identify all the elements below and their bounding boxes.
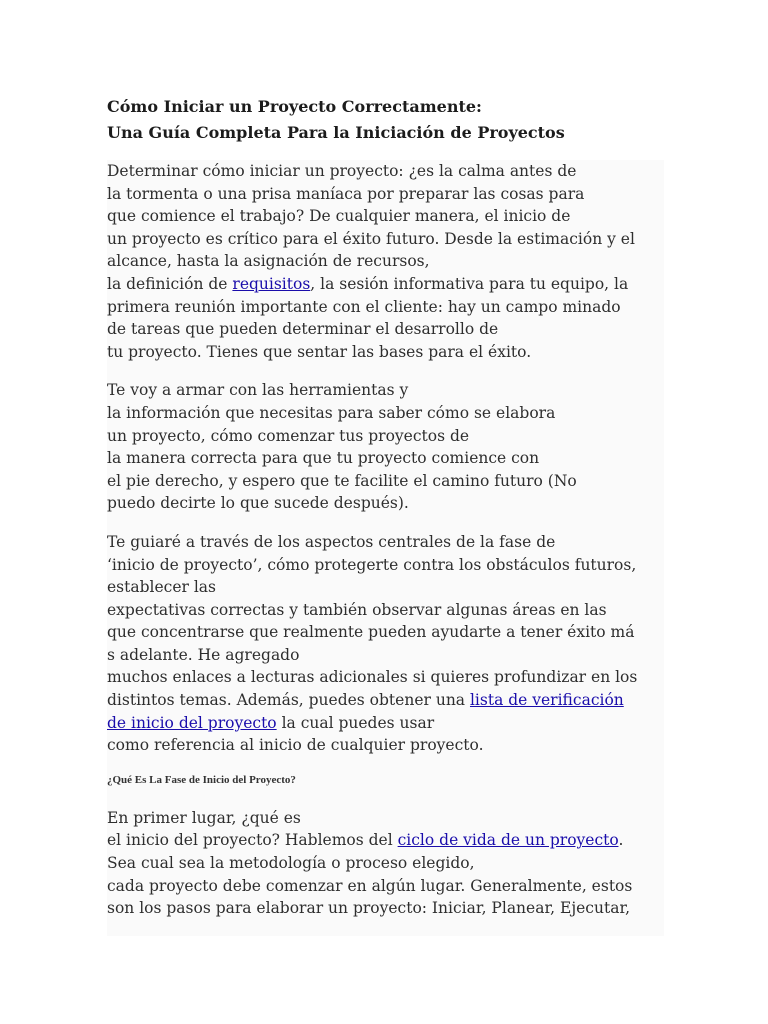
paragraph-2 — [107, 379, 664, 515]
text-line: Determinar cómo iniciar un proyecto: ¿es la calma antes de — [107, 162, 577, 180]
text-fragment: , la sesión informativa para tu equipo, la — [310, 274, 629, 293]
text-line: tu proyecto. Tienes que sentar las bases para el éxito. — [107, 342, 532, 361]
text-fragment: la definición de — [107, 274, 233, 293]
text-line: expectativas correctas y también observar algunas áreas en las — [107, 600, 607, 619]
paragraph-3 — [107, 531, 664, 757]
text-line: En primer lugar, ¿qué es — [107, 808, 301, 827]
text-line: de tareas que pueden determinar el desarrollo de — [107, 320, 499, 339]
text-line: que concentrarse que realmente pueden ayudarte a tener éxito má — [107, 623, 635, 642]
title-line-1: Cómo Iniciar un Proyecto Correctamente: — [107, 97, 482, 116]
text-line: Te guiaré a través de los aspectos centrales de la fase de — [107, 532, 556, 551]
text-line: primera reunión importante con el cliente: hay un campo minado — [107, 297, 621, 316]
text-line: el pie derecho, y espero que te facilite el camino futuro (No — [107, 471, 577, 490]
title-line-2: Una Guía Completa Para la Iniciación de Proyectos — [107, 123, 565, 142]
checklist-link-continued[interactable]: de inicio del proyecto — [107, 713, 277, 732]
text-line: Sea cual sea la metodología o proceso elegido, — [107, 854, 475, 873]
project-lifecycle-link[interactable]: ciclo de vida de un proyecto — [397, 831, 619, 850]
text-line: alcance, hasta la asignación de recursos, — [107, 252, 430, 271]
text-line: ‘inicio de proyecto’, cómo protegerte contra los obstáculos futuros, — [107, 555, 637, 574]
text-line: un proyecto, cómo comenzar tus proyectos de — [107, 426, 470, 445]
paragraph-4 — [107, 807, 664, 920]
requisitos-link[interactable]: requisitos — [232, 274, 311, 293]
text-line: cada proyecto debe comenzar en algún lugar. Generalmente, estos — [107, 876, 633, 895]
article-body — [107, 160, 664, 936]
text-line — [107, 712, 664, 735]
text-line: la tormenta o una prisa maníaca por preparar las cosas para — [107, 184, 585, 203]
text-line: que comience el trabajo? De cualquier manera, el inicio de — [107, 207, 571, 226]
text-line: puedo decirte lo que sucede después). — [107, 494, 409, 513]
page-title — [107, 94, 667, 146]
text-line — [107, 273, 664, 296]
text-line — [107, 829, 664, 852]
text-line: como referencia al inicio de cualquier proyecto. — [107, 736, 484, 755]
section-subheading: ¿Qué Es La Fase de Inicio del Proyecto? — [107, 773, 296, 786]
paragraph-1 — [107, 160, 664, 363]
text-line: s adelante. He agregado — [107, 645, 300, 664]
text-line: Te voy a armar con las herramientas y — [107, 381, 409, 400]
text-line: un proyecto es crítico para el éxito futuro. Desde la estimación y el — [107, 229, 635, 248]
text-fragment: . — [618, 831, 624, 850]
text-fragment: la cual puedes usar — [276, 713, 435, 732]
text-line — [107, 689, 664, 712]
text-line: son los pasos para elaborar un proyecto: Iniciar, Planear, Ejecutar, — [107, 899, 631, 918]
text-fragment: el inicio del proyecto? Hablemos del — [107, 831, 398, 850]
text-line: muchos enlaces a lecturas adicionales si quieres profundizar en los — [107, 668, 638, 687]
text-line: la manera correcta para que tu proyecto comience con — [107, 449, 540, 468]
text-line: establecer las — [107, 578, 216, 597]
checklist-link[interactable]: lista de verificación — [469, 691, 624, 710]
text-line: la información que necesitas para saber cómo se elabora — [107, 403, 556, 422]
text-fragment: distintos temas. Además, puedes obtener una — [107, 691, 470, 710]
